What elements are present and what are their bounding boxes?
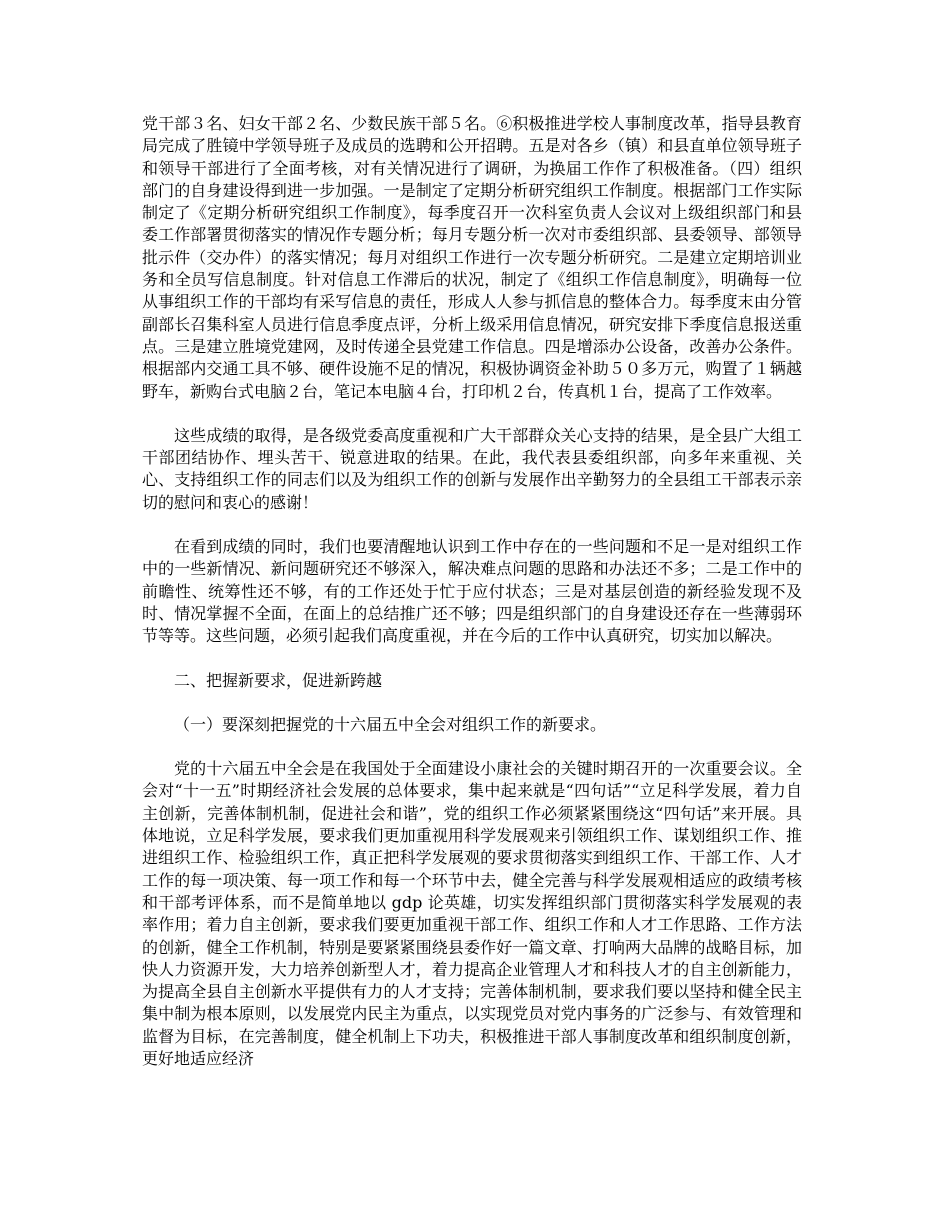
- document-page: [142, 113, 802, 1070]
- paragraph-achievements: 这些成绩的取得，是各级党委高度重视和广大干部群众关心支持的结果，是全县广大组工干部团结协作、埋头苦干、锐意进取的结果。在此，我代表县委组织部，向多年来重视、关心、支持组织工作的同志们以及为组织工作的创新与发展作出辛勤努力的全县组工干部表示亲切的慰问和衷心的感谢！: [142, 425, 802, 512]
- paragraph-plenum: 党的十六届五中全会是在我国处于全面建设小康社会的关键时期召开的一次重要会议。全会对“十一五”时期经济社会发展的总体要求，集中起来就是“四句话”“立足科学发展，着力自主创新，完善体制机制，促进社会和谐”，党的组织工作必须紧紧围绕这“四句话”来开展。具体地说，立足科学发展，要求我们更加重视用科学发展观来引领组织工作、谋划组织工作、推进组织工作、检验组织工作，真正把科学发展观的要求贯彻落实到组织工作、干部工作、人才工作的每一项决策、每一项工作和每一个环节中去，健全完善与科学发展观相适应的政绩考核和干部考评体系，而不是简单地以 gdp 论英雄，切实发挥组织部门贯彻落实科学发展观的表率作用；着力自主创新，要求我们要更加重视干部工作、组织工作和人才工作思路、工作方法的创新，健全工作机制，特别是要紧紧围绕县委作好一篇文章、打响两大品牌的战略目标，加快人力资源开发，大力培养创新型人才，着力提高企业管理人才和科技人才的自主创新能力，为提高全县自主创新水平提供有力的人才支持；完善体制机制，要求我们要以坚持和健全民主集中制为根本原则，以发展党内民主为重点，以实现党员对党内事务的广泛参与、有效管理和监督为目标，在完善制度，健全机制上下功夫，积极推进干部人事制度改革和组织制度创新，更好地适应经济: [142, 759, 802, 1068]
- subsection-heading: （一）要深刻把握党的十六届五中全会对组织工作的新要求。: [174, 714, 607, 734]
- paragraph-continued: 党干部３名、妇女干部２名、少数民族干部５名。⑥积极推进学校人事制度改革，指导县教育局完成了胜镜中学领导班子及成员的选聘和公开招聘。五是对各乡（镇）和县直单位领导班子和领导干部进行了全面考核，对有关情况进行了调研，为换届工作作了积极准备。（四）组织部门的自身建设得到进一步加强。一是制定了定期分析研究组织工作制度。根据部门工作实际制定了《定期分析研究组织工作制度》，每季度召开一次科室负责人会议对上级组织部门和县委工作部署贯彻落实的情况作专题分析；每月专题分析一次对市委组织部、县委领导、部领导批示件（交办件）的落实情况；每月对组织工作进行一次专题分析研究。二是建立定期培训业务和全员写信息制度。针对信息工作滞后的状况，制定了《组织工作信息制度》，明确每一位从事组织工作的干部均有采写信息的责任，形成人人参与抓信息的整体合力。每季度末由分管副部长召集科室人员进行信息季度点评，分析上级采用信息情况，研究安排下季度信息报送重点。三是建立胜境党建网，及时传递全县党建工作信息。四是增添办公设备，改善办公条件。根据部内交通工具不够、硬件设施不足的情况，积极协调资金补助５０多万元，购置了１辆越野车，新购台式电脑２台，笔记本电脑４台，打印机２台，传真机１台，提高了工作效率。: [142, 114, 802, 401]
- paragraph-problems: 在看到成绩的同时，我们也要清醒地认识到工作中存在的一些问题和不足一是对组织工作中的一些新情况、新问题研究还不够深入，解决难点问题的思路和办法还不多；二是工作中的前瞻性、统筹性还不够，有的工作还处于忙于应付状态；三是对基层创造的新经验发现不及时、情况掌握不全面，在面上的总结推广还不够；四是组织部门的自身建设还存在一些薄弱环节等等。这些问题，必须引起我们高度重视，并在今后的工作中认真研究，切实加以解决。: [142, 537, 802, 646]
- section-heading: 二、把握新要求，促进新跨越: [174, 670, 383, 690]
